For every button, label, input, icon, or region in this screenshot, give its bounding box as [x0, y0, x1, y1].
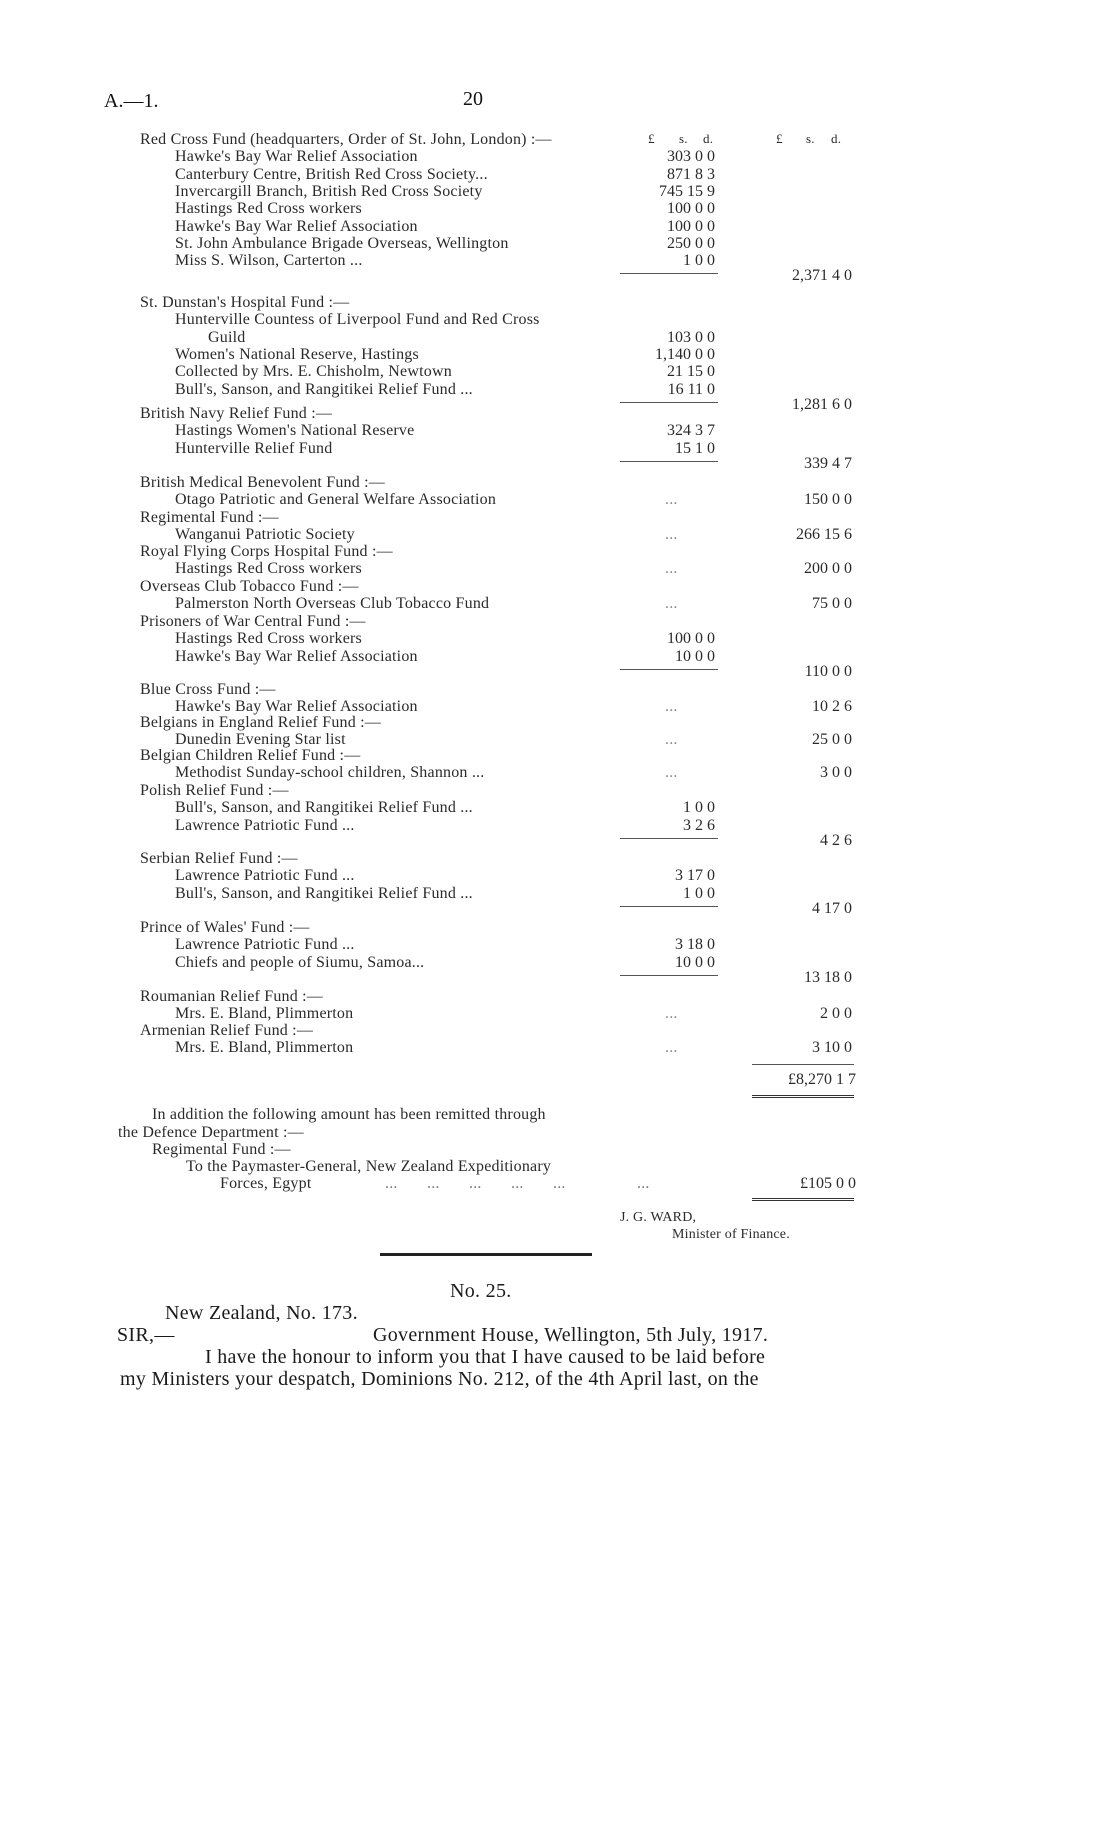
fund-item-amount: 250 0 0 [667, 234, 715, 252]
letter-number: No. 25. [450, 1280, 512, 1302]
fund-item-name: Lawrence Patriotic Fund ... [175, 816, 355, 834]
col-shillings-2: s. [806, 131, 815, 146]
fund-title: British Navy Relief Fund :— [140, 405, 333, 422]
letter-place-date: Government House, Wellington, 5th July, 1917. [373, 1324, 769, 1346]
fund-item-amount: 10 0 0 [675, 953, 715, 971]
fund-item-name: Bull's, Sanson, and Rangitikei Relief Fund ... [175, 884, 473, 902]
fund-title: Prisoners of War Central Fund :— [140, 613, 366, 630]
fund-item-name: Lawrence Patriotic Fund ... [175, 867, 355, 885]
fund-item-name: Bull's, Sanson, and Rangitikei Relief Fund ... [175, 380, 473, 398]
fund-item-amount: 1 0 0 [683, 799, 715, 817]
leader-dots: ... ... ... ... ... ... [385, 1175, 650, 1192]
fund-title: British Medical Benevolent Fund :— [140, 474, 385, 491]
fund-item-name: Palmerston North Overseas Club Tobacco Fund [175, 595, 490, 613]
fund-total: 25 0 0 [812, 731, 852, 749]
fund-item-amount: 1 0 0 [683, 252, 715, 270]
leader-dots: ... [665, 560, 678, 578]
addition-double-rule [752, 1198, 854, 1201]
subtotal-rule [620, 838, 718, 839]
fund-item-name: Hawke's Bay War Relief Association [175, 148, 418, 166]
subtotal-rule [620, 461, 718, 462]
fund-item-name: Bull's, Sanson, and Rangitikei Relief Fund ... [175, 799, 473, 817]
fund-item-amount: 16 11 0 [667, 380, 715, 398]
fund-item-amount: 15 1 0 [675, 439, 715, 457]
fund-item-amount: 10 0 0 [675, 647, 715, 665]
letter-body-line-2: my Ministers your despatch, Dominions No. 212, of the 4th April last, on the [120, 1368, 759, 1390]
fund-total: 4 17 0 [812, 899, 852, 917]
fund-total: 4 2 6 [820, 831, 852, 849]
fund-item-amount: 3 18 0 [675, 936, 715, 954]
subtotal-rule [620, 906, 718, 907]
fund-item-name: Otago Patriotic and General Welfare Association [175, 491, 497, 509]
leader-dots: ... [665, 698, 678, 716]
letter-reference: New Zealand, No. 173. [165, 1302, 358, 1324]
fund-title: Roumanian Relief Fund :— [140, 988, 324, 1005]
fund-total: 3 10 0 [812, 1039, 852, 1057]
leader-dots: ... [665, 1005, 678, 1023]
fund-item-amount: 871 8 3 [667, 165, 715, 183]
fund-item-name: Hunterville Countess of Liverpool Fund and Red Cross [175, 311, 540, 329]
addition-item-1: To the Paymaster-General, New Zealand Expeditionary [186, 1158, 552, 1175]
fund-total: 266 15 6 [796, 526, 852, 544]
fund-item-name: St. John Ambulance Brigade Overseas, Wellington [175, 234, 509, 252]
fund-total: 2,371 4 0 [792, 267, 852, 285]
fund-title: Red Cross Fund (headquarters, Order of St. John, London) :— [140, 131, 552, 148]
fund-title: Serbian Relief Fund :— [140, 850, 298, 867]
fund-item-name: Hunterville Relief Fund [175, 439, 333, 457]
fund-total: 110 0 0 [804, 662, 852, 680]
fund-item-name: Women's National Reserve, Hastings [175, 345, 419, 363]
fund-item-amount: 3 17 0 [675, 867, 715, 885]
leader-dots: ... [665, 764, 678, 782]
fund-item-name: Lawrence Patriotic Fund ... [175, 936, 355, 954]
fund-title: Belgian Children Relief Fund :— [140, 747, 361, 764]
fund-title: Overseas Club Tobacco Fund :— [140, 578, 359, 595]
fund-item-name: Dunedin Evening Star list [175, 731, 346, 749]
grand-total: £8,270 1 7 [788, 1071, 856, 1088]
subtotal-rule [620, 402, 718, 403]
fund-item-amount: 1 0 0 [683, 884, 715, 902]
signature-title: Minister of Finance. [672, 1227, 790, 1242]
leader-dots: ... [665, 1039, 678, 1057]
addition-item-2: Forces, Egypt [220, 1175, 312, 1192]
fund-title: Regimental Fund :— [140, 509, 279, 526]
leader-dots: ... [665, 731, 678, 749]
section-divider [380, 1253, 592, 1256]
fund-total: 2 0 0 [820, 1005, 852, 1023]
fund-total: 200 0 0 [804, 560, 852, 578]
fund-item-name: Miss S. Wilson, Carterton ... [175, 252, 363, 270]
fund-title: Armenian Relief Fund :— [140, 1022, 314, 1039]
fund-title: Royal Flying Corps Hospital Fund :— [140, 543, 393, 560]
fund-total: 75 0 0 [812, 595, 852, 613]
letter-body-line-1: I have the honour to inform you that I have caused to be laid before [205, 1346, 766, 1368]
addition-line-1: In addition the following amount has been remitted through [152, 1106, 546, 1123]
fund-item-amount: 100 0 0 [667, 630, 715, 648]
fund-total: 1,281 6 0 [792, 395, 852, 413]
signature-name: J. G. WARD, [620, 1210, 697, 1225]
subtotal-rule [620, 975, 718, 976]
fund-item-name: Hawke's Bay War Relief Association [175, 217, 418, 235]
fund-total: 3 0 0 [820, 764, 852, 782]
fund-total: 10 2 6 [812, 698, 852, 716]
fund-item-amount: 100 0 0 [667, 217, 715, 235]
fund-item-amount: 100 0 0 [667, 200, 715, 218]
fund-item-amount: 324 3 7 [667, 422, 715, 440]
fund-title: Polish Relief Fund :— [140, 782, 289, 799]
fund-item-name: Mrs. E. Bland, Plimmerton [175, 1039, 354, 1057]
addition-fund: Regimental Fund :— [152, 1141, 291, 1158]
fund-item-name: Hastings Women's National Reserve [175, 422, 415, 440]
fund-title: Prince of Wales' Fund :— [140, 919, 310, 936]
leader-dots: ... [665, 526, 678, 544]
col-pounds-2: £ [776, 131, 783, 146]
fund-total: 150 0 0 [804, 491, 852, 509]
fund-item-name: Hastings Red Cross workers [175, 630, 362, 648]
subtotal-rule [620, 273, 718, 274]
fund-title: Blue Cross Fund :— [140, 681, 276, 698]
fund-title: St. Dunstan's Hospital Fund :— [140, 294, 350, 311]
fund-item-amount: 21 15 0 [667, 363, 715, 381]
document-code: A.—1. [104, 90, 159, 112]
page-number: 20 [463, 88, 483, 110]
fund-item-name: Guild [208, 328, 246, 346]
fund-item-name: Hawke's Bay War Relief Association [175, 647, 418, 665]
fund-item-amount: 745 15 9 [659, 182, 715, 200]
fund-item-name: Hastings Red Cross workers [175, 560, 362, 578]
grand-total-rule [752, 1064, 854, 1065]
fund-total: 13 18 0 [804, 968, 852, 986]
fund-item-name: Canterbury Centre, British Red Cross Society... [175, 165, 488, 183]
addition-line-2: the Defence Department :— [118, 1124, 304, 1141]
col-pounds-1: £ [648, 131, 655, 146]
fund-item-amount: 303 0 0 [667, 148, 715, 166]
fund-item-name: Wanganui Patriotic Society [175, 526, 355, 544]
fund-item-name: Chiefs and people of Siumu, Samoa... [175, 953, 425, 971]
fund-item-name: Hastings Red Cross workers [175, 200, 362, 218]
fund-item-name: Invercargill Branch, British Red Cross Society [175, 182, 483, 200]
fund-item-name: Mrs. E. Bland, Plimmerton [175, 1005, 354, 1023]
subtotal-rule [620, 669, 718, 670]
grand-total-double-rule [752, 1095, 854, 1098]
fund-item-name: Collected by Mrs. E. Chisholm, Newtown [175, 363, 452, 381]
fund-total: 339 4 7 [804, 454, 852, 472]
fund-item-amount: 3 2 6 [683, 816, 715, 834]
fund-item-amount: 1,140 0 0 [655, 345, 715, 363]
addition-amount: £105 0 0 [800, 1175, 856, 1192]
col-shillings-1: s. [679, 131, 688, 146]
fund-item-amount: 103 0 0 [667, 328, 715, 346]
col-pence-2: d. [831, 131, 842, 146]
fund-item-name: Methodist Sunday-school children, Shannon ... [175, 764, 485, 782]
col-pence-1: d. [703, 131, 714, 146]
leader-dots: ... [665, 491, 678, 509]
fund-title: Belgians in England Relief Fund :— [140, 714, 381, 731]
leader-dots: ... [665, 595, 678, 613]
fund-item-name: Hawke's Bay War Relief Association [175, 698, 418, 716]
letter-salutation: SIR,— [117, 1324, 175, 1346]
